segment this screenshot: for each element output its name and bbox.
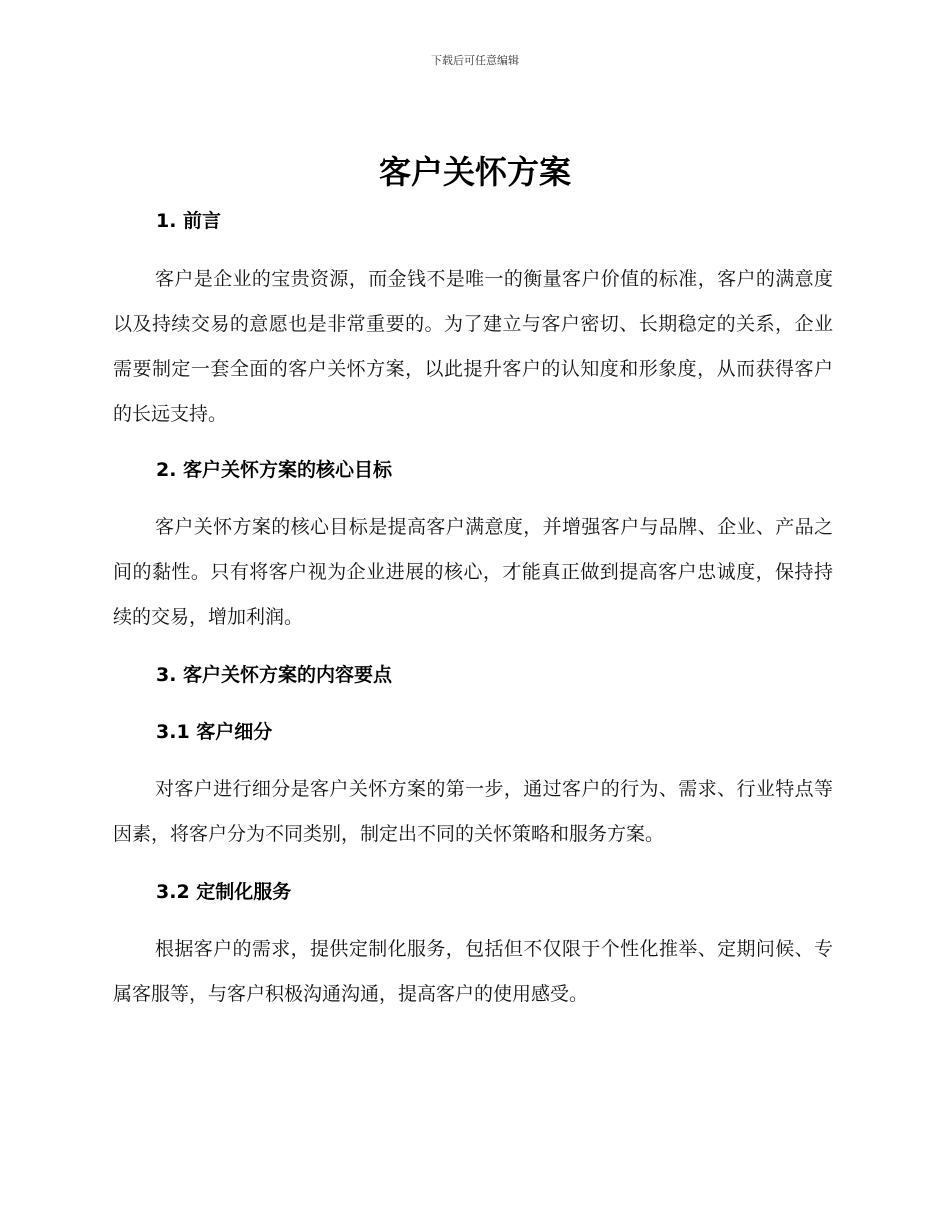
section-paragraph-core-goal: 客户关怀方案的核心目标是提高客户满意度，并增强客户与品牌、企业、产品之间的黏性。只有将客户视为企业进展的核心，才能真正做到提高客户忠诚度，保持持续的交易，增加利润。	[113, 516, 833, 628]
section-paragraph-customer-segmentation: 对客户进行细分是客户关怀方案的第一步，通过客户的行为、需求、行业特点等因素，将客户分为不同类别，制定出不同的关怀策略和服务方案。	[113, 778, 833, 845]
document-title: 客户关怀方案	[378, 153, 571, 191]
section-heading-customized-service: 3.2 定制化服务	[156, 881, 292, 903]
section-heading-customer-segmentation: 3.1 客户细分	[156, 721, 273, 743]
section-paragraph-preface: 客户是企业的宝贵资源，而金钱不是唯一的衡量客户价值的标准，客户的满意度以及持续交易的意愿也是非常重要的。为了建立与客户密切、长期稳定的关系，企业需要制定一套全面的客户关怀方案，以此提升客户的认知度和形象度，从而获得客户的长远支持。	[113, 268, 833, 425]
section-heading-core-goal: 2. 客户关怀方案的核心目标	[156, 459, 393, 481]
section-heading-content-points: 3. 客户关怀方案的内容要点	[156, 664, 393, 686]
section-heading-preface: 1. 前言	[156, 210, 222, 232]
header-note: 下载后可任意编辑	[431, 54, 519, 67]
section-paragraph-customized-service: 根据客户的需求，提供定制化服务，包括但不仅限于个性化推举、定期问候、专属客服等，与客户积极沟通沟通，提高客户的使用感受。	[113, 938, 833, 1005]
